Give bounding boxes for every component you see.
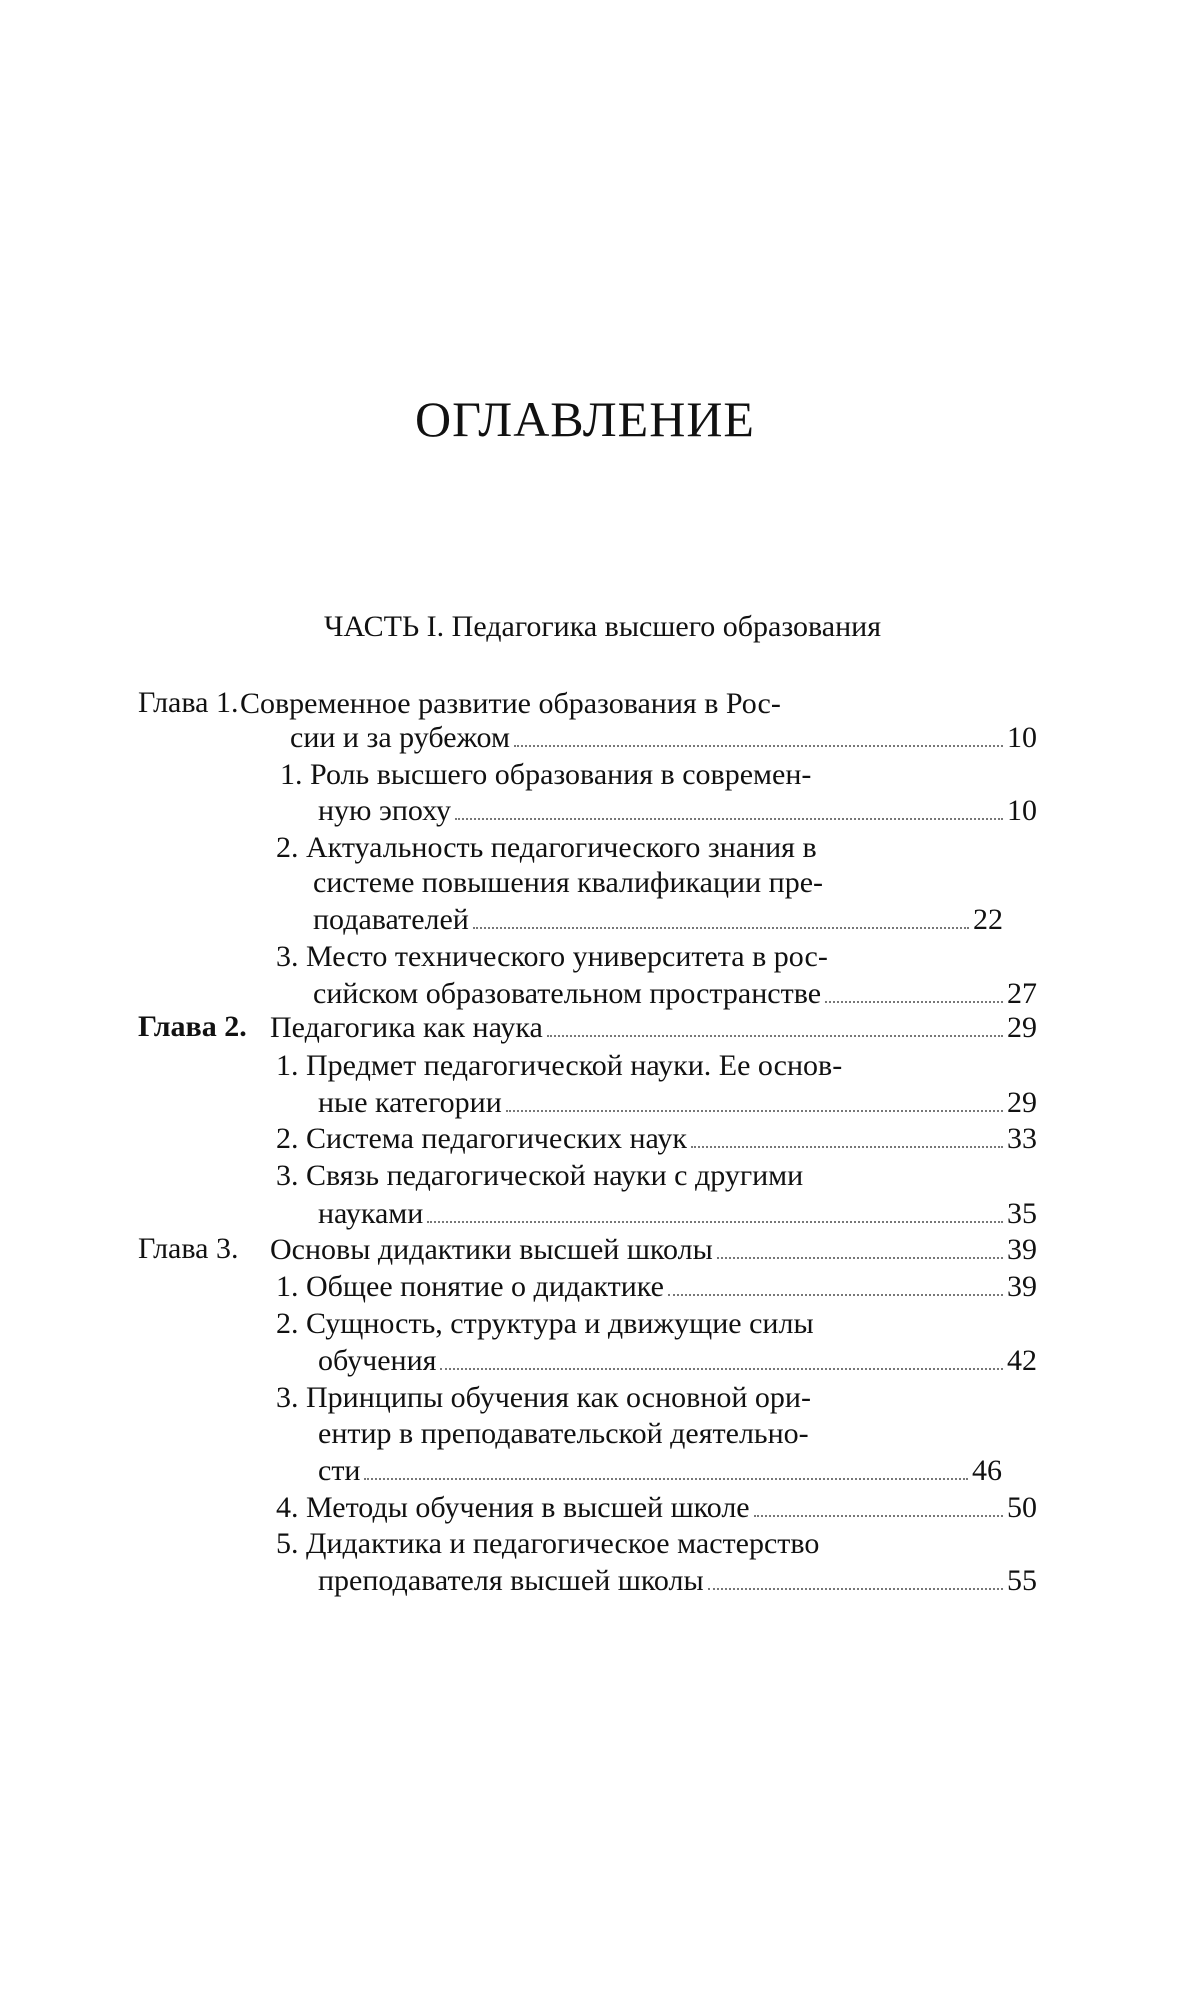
page-number: 55 [1007,1564,1037,1597]
dot-leader [364,1477,968,1480]
section-3-4-title: 4. Методы обучения в высшей школе [276,1491,750,1524]
section-3-1-title: 1. Общее понятие о дидактике [276,1270,664,1303]
section-3-3-line1: 3. Принципы обучения как основной ори- [276,1381,811,1414]
section-3-3-line3: сти [318,1454,361,1487]
section-1-1-line1: 1. Роль высшего образования в современ- [280,758,812,791]
dot-leader [825,1000,1003,1003]
chapter-3-title: Основы дидактики высшей школы [270,1233,713,1266]
chapter-1-title-line2: сии и за рубежом [290,721,510,754]
section-2-2-title: 2. Система педагогических наук [276,1122,687,1155]
chapter-2-title: Педагогика как наука [270,1011,543,1044]
page-number: 29 [1007,1011,1037,1044]
section-3-3-entry[interactable] [318,1453,1002,1489]
dot-leader [708,1587,1003,1590]
section-3-2-line1: 2. Сущность, структура и движущие силы [276,1307,814,1340]
dot-leader [506,1109,1003,1112]
page-number: 33 [1007,1122,1037,1155]
section-1-1-line2: ную эпоху [318,794,452,827]
dot-leader [717,1256,1003,1259]
dot-leader [440,1367,1003,1370]
chapter-1-label: Глава 1. [138,686,239,719]
chapter-2-entry[interactable] [270,1010,1037,1046]
section-1-1-entry[interactable] [318,793,1037,829]
section-2-3-entry[interactable] [318,1196,1037,1232]
dot-leader [691,1145,1003,1148]
page-number: 35 [1007,1197,1037,1230]
dot-leader [427,1220,1003,1223]
dot-leader [473,926,969,929]
section-2-1-line2: ные категории [318,1086,502,1119]
chapter-1-entry[interactable] [290,720,1037,756]
section-2-1-line1: 1. Предмет педагогической науки. Ее основ- [276,1049,843,1082]
page-number: 39 [1007,1233,1037,1266]
section-2-3-line2: науками [318,1197,424,1230]
page-number: 50 [1007,1491,1037,1524]
page-title: ОГЛАВЛЕНИЕ [415,391,755,447]
section-3-2-line2: обучения [318,1344,437,1377]
part-heading: ЧАСТЬ I. Педагогика высшего образования [323,610,882,643]
page-number: 29 [1007,1086,1037,1119]
dot-leader [514,744,1003,747]
page-number: 42 [1007,1344,1037,1377]
page-number: 10 [1007,721,1037,754]
section-1-2-line1: 2. Актуальность педагогического знания в [276,831,817,864]
chapter-2-label: Глава 2. [138,1010,247,1043]
page-number: 27 [1007,977,1037,1010]
section-3-1-entry[interactable] [276,1269,1037,1305]
page-number: 22 [973,903,1003,936]
section-1-2-line3: подавателей [313,903,469,936]
dot-leader [455,817,1003,820]
section-1-3-line1: 3. Место технического университета в рос- [276,940,828,973]
section-1-3-line2: сийском образовательном пространстве [313,977,822,1010]
section-3-4-entry[interactable] [276,1490,1037,1526]
page-number: 46 [972,1454,1002,1487]
section-1-2-entry[interactable] [313,902,1003,938]
section-1-2-line2: системе повышения квалификации пре- [313,866,824,899]
section-2-3-line1: 3. Связь педагогической науки с другими [276,1159,804,1192]
dot-leader [668,1293,1003,1296]
section-2-2-entry[interactable] [276,1121,1037,1157]
section-3-2-entry[interactable] [318,1343,1037,1379]
section-3-5-line2: преподавателя высшей школы [318,1564,704,1597]
chapter-1-title-line1: Современное развитие образования в Рос- [240,687,781,720]
section-3-5-entry[interactable] [318,1563,1037,1599]
chapter-3-label: Глава 3. [138,1232,239,1265]
dot-leader [547,1034,1003,1037]
chapter-3-entry[interactable] [270,1232,1037,1268]
page-number: 10 [1007,794,1037,827]
section-3-5-line1: 5. Дидактика и педагогическое мастерство [276,1527,820,1560]
section-1-3-entry[interactable] [313,976,1037,1012]
dot-leader [754,1514,1003,1517]
section-3-3-line2: ентир в преподавательской деятельно- [318,1417,809,1450]
section-2-1-entry[interactable] [318,1085,1037,1121]
page-number: 39 [1007,1270,1037,1303]
